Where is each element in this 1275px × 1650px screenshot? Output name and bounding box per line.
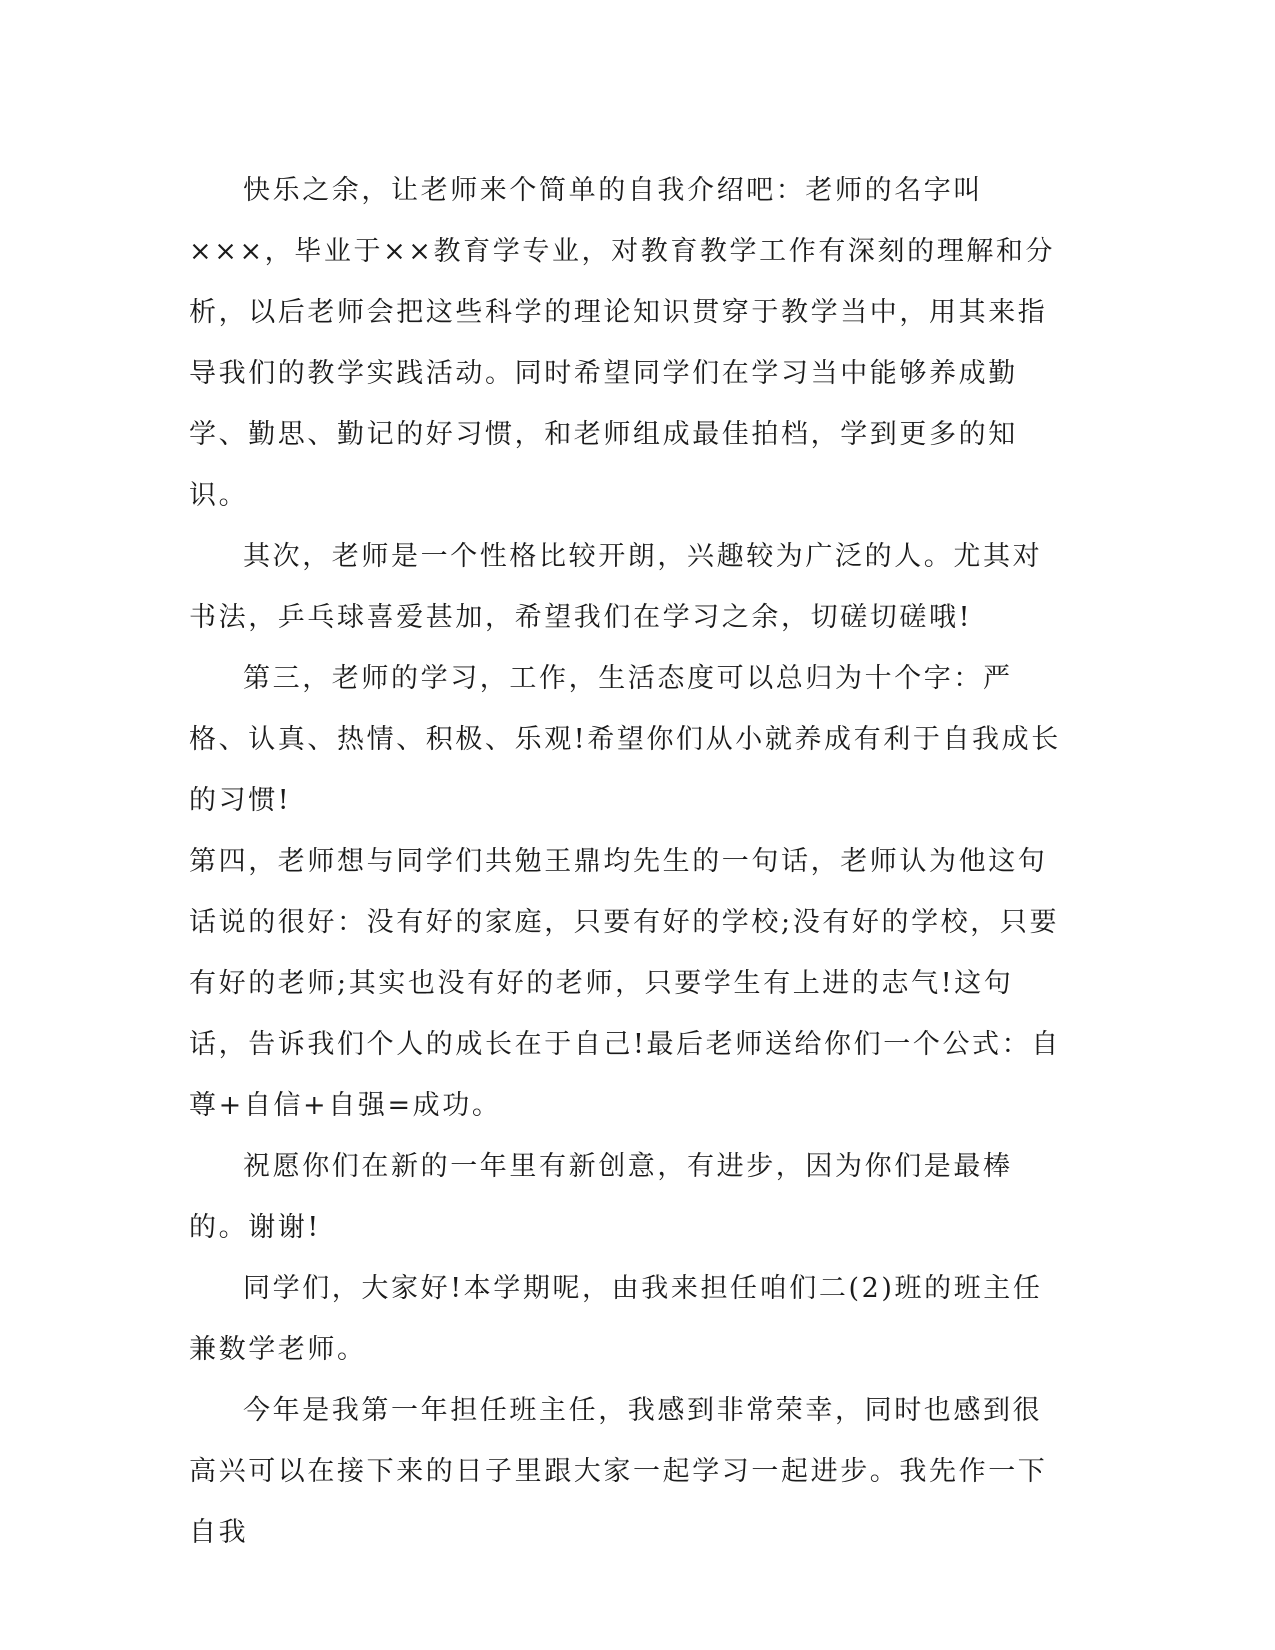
paragraph-attitude: 第三，老师的学习，工作，生活态度可以总归为十个字：严格、认真、热情、积极、乐观!希望你们从小就养成有利于自我成长的习惯! [189,663,1061,816]
paragraph-first-year: 今年是我第一年担任班主任，我感到非常荣幸，同时也感到很高兴可以在接下来的日子里跟大家一起学习一起进步。我先作一下自我 [189,1395,1048,1548]
paragraph-introduction: 快乐之余，让老师来个简单的自我介绍吧：老师的名字叫×××，毕业于××教育学专业，对教育教学工作有深刻的理解和分析，以后老师会把这些科学的理论知识贯穿于教学当中，用其来指导我们的教学实践活动。同时希望同学们在学习当中能够养成勤学、勤思、勤记的好习惯，和老师组成最佳拍档，学到更多的知识。 [189,175,1056,511]
paragraph-motto: 第四，老师想与同学们共勉王鼎均先生的一句话，老师认为他这句话说的很好：没有好的家庭，只要有好的学校;没有好的学校，只要有好的老师;其实也没有好的老师，只要学生有上进的志气!这句话，告诉我们个人的成长在于自己!最后老师送给你们一个公式：自尊+自信+自强=成功。 [189,846,1061,1121]
paragraph-wishes: 祝愿你们在新的一年里有新创意，有进步，因为你们是最棒的。谢谢! [189,1151,1013,1243]
document-body [189,160,1069,1563]
paragraph-greeting: 同学们，大家好!本学期呢，由我来担任咱们二(2)班的班主任兼数学老师。 [189,1273,1043,1365]
paragraph-hobbies: 其次，老师是一个性格比较开朗，兴趣较为广泛的人。尤其对书法，乒乓球喜爱甚加，希望我们在学习之余，切磋切磋哦! [189,541,1043,633]
